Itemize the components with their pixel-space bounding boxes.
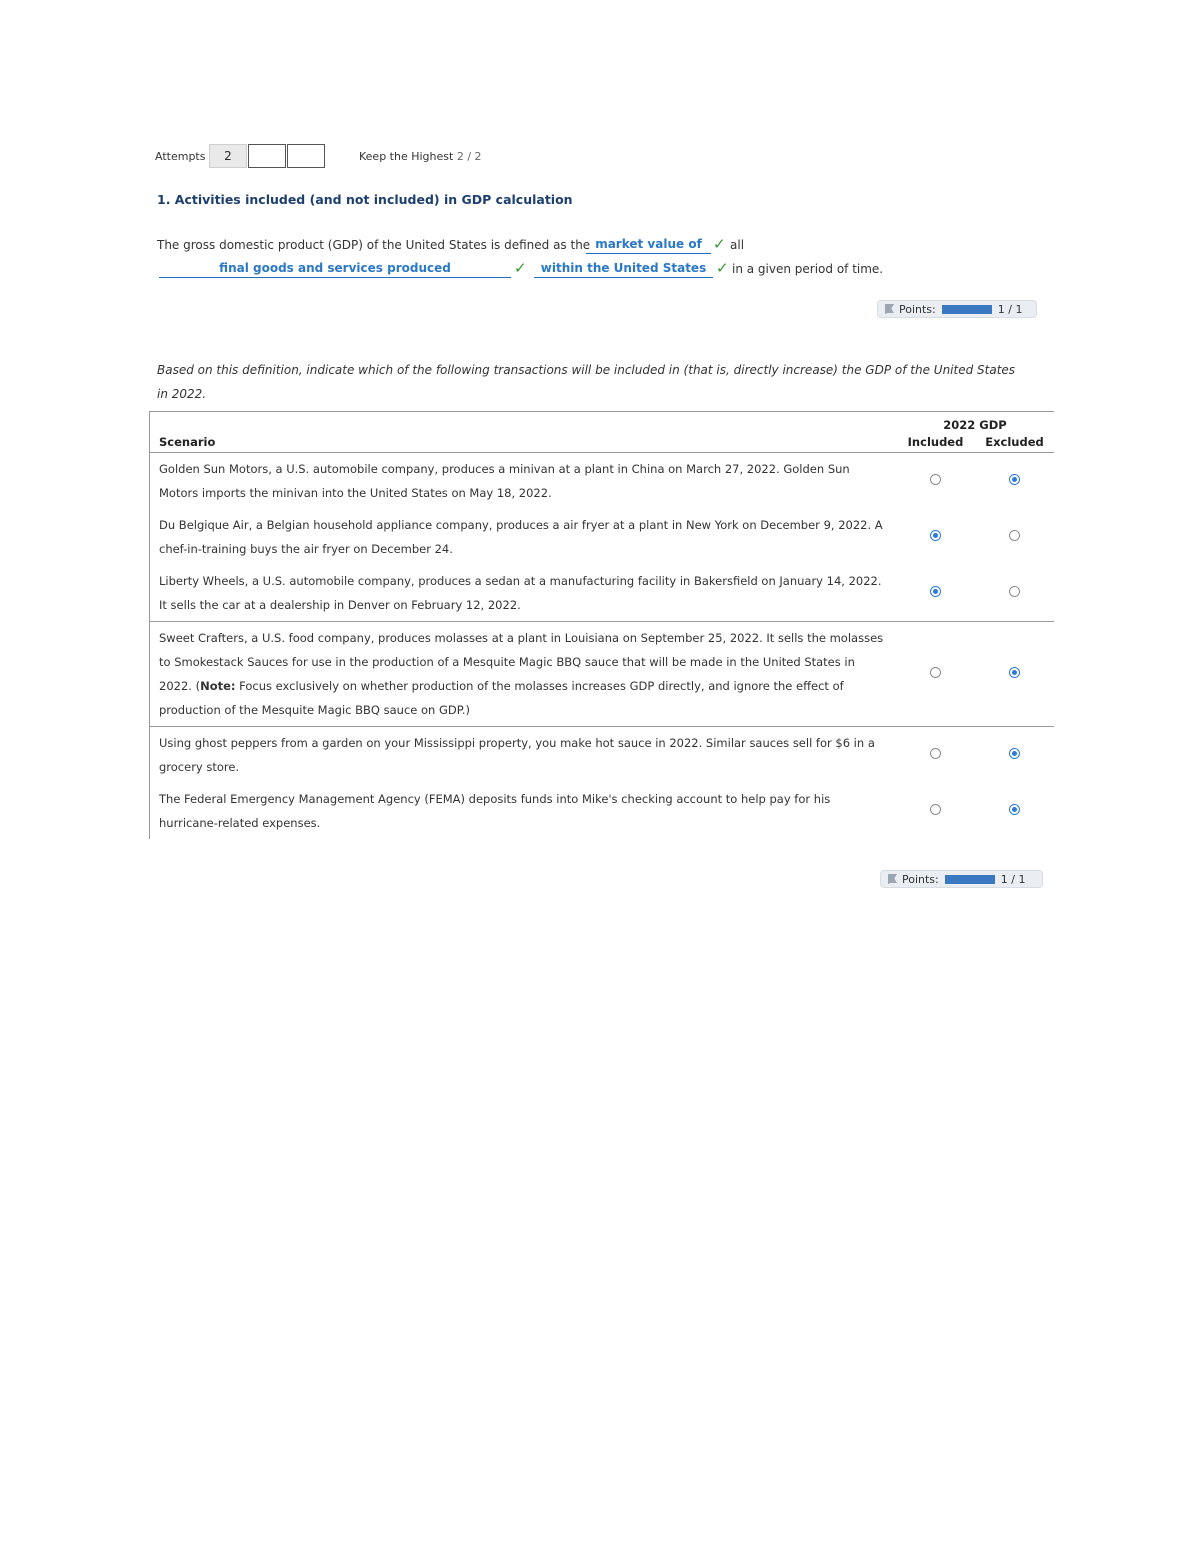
excluded-radio[interactable] (1009, 667, 1020, 678)
attempts-label: Attempts (155, 150, 206, 163)
table-row (150, 727, 1055, 784)
scenario-table (149, 411, 1054, 839)
excluded-cell (975, 453, 1054, 510)
excluded-radio[interactable] (1009, 530, 1020, 541)
definition-text-3: in a given period of time. (732, 262, 884, 276)
blank-final-goods[interactable]: final goods and services produced (159, 261, 511, 278)
flag-icon (885, 304, 894, 314)
col-header-scenario: Scenario (150, 432, 897, 453)
excluded-radio[interactable] (1009, 804, 1020, 815)
excluded-cell (975, 565, 1054, 622)
table-row (150, 622, 1055, 727)
definition-text-2: all (730, 238, 745, 252)
included-cell (896, 727, 975, 784)
included-radio[interactable] (930, 667, 941, 678)
excluded-cell (975, 509, 1054, 565)
definition-text-1: The gross domestic product (GDP) of the United States is defined as the (157, 238, 591, 252)
points-bar (942, 305, 992, 314)
question-title: 1. Activities included (and not included) in GDP calculation (157, 192, 573, 207)
col-header-excluded: Excluded (975, 432, 1054, 453)
scenario-text: Using ghost peppers from a garden on your Mississippi property, you make hot sauce in 2022. Similar sauces sell for $6 in a grocery store. (150, 727, 897, 784)
included-radio[interactable] (930, 748, 941, 759)
excluded-cell (975, 622, 1054, 727)
table-row (150, 565, 1055, 622)
scenario-text: Du Belgique Air, a Belgian household appliance company, produces a air fryer at a plant in New York on December 9, 2022. A chef-in-training buys the air fryer on December 24. (150, 509, 897, 565)
flag-icon (888, 874, 897, 884)
excluded-radio[interactable] (1009, 474, 1020, 485)
keep-highest-text: Keep the Highest (359, 150, 454, 163)
included-cell (896, 509, 975, 565)
points-indicator (877, 300, 1037, 318)
scenario-text-part: Sweet Crafters, a U.S. food company, produces molasses at a plant in Louisiana on September 25, 2022. It sells the molasses to Smokestack Sauces for use in the production of a Mesquite Magic BBQ sauce that will be made in the United States in 2022. ( (159, 631, 884, 693)
scenario-text: The Federal Emergency Management Agency (FEMA) deposits funds into Mike's checking account to help pay for his hurricane-related expenses. (150, 783, 897, 839)
points-label: Points: (899, 302, 936, 316)
attempt-box-3 (287, 144, 325, 168)
included-radio[interactable] (930, 804, 941, 815)
col-header-included: Included (896, 432, 975, 453)
table-row (150, 509, 1055, 565)
attempt-box-1: 2 (209, 144, 247, 168)
excluded-cell (975, 727, 1054, 784)
points-score: 1 / 1 (997, 302, 1023, 316)
blank-within-us[interactable]: within the United States (534, 261, 713, 278)
keep-highest-label (359, 150, 482, 163)
included-cell (896, 783, 975, 839)
check-icon: ✓ (713, 235, 726, 253)
included-radio[interactable] (930, 474, 941, 485)
included-radio[interactable] (930, 586, 941, 597)
instruction-text: Based on this definition, indicate which of the following transactions will be included in (that is, directly increase) the GDP of the United States in 2022. (157, 363, 1016, 401)
keep-highest-score: 2 / 2 (456, 150, 482, 163)
excluded-cell (975, 783, 1054, 839)
included-cell (896, 622, 975, 727)
scenario-text: Golden Sun Motors, a U.S. automobile company, produces a minivan at a plant in China on March 27, 2022. Golden Sun Motors imports the minivan into the United States on May 18, 2022. (150, 453, 897, 510)
included-cell (896, 565, 975, 622)
scenario-text (150, 622, 897, 727)
points-label: Points: (902, 872, 939, 886)
points-score: 1 / 1 (1000, 872, 1026, 886)
included-cell (896, 453, 975, 510)
table-row (150, 783, 1055, 839)
header-spacer (150, 412, 897, 433)
group-header: 2022 GDP (896, 412, 1054, 433)
scenario-text: Liberty Wheels, a U.S. automobile company, produces a sedan at a manufacturing facility in Bakersfield on January 14, 2022. It sells the car at a dealership in Denver on February 12, 2022. (150, 565, 897, 622)
scenario-text-part: Focus exclusively on whether production of the molasses increases GDP directly, and ignore the effect of production of the Mesquite Magic BBQ sauce on GDP.) (159, 679, 844, 717)
included-radio[interactable] (930, 530, 941, 541)
table-row (150, 453, 1055, 510)
blank-market-value[interactable]: market value of (586, 237, 711, 254)
check-icon: ✓ (716, 259, 729, 277)
check-icon: ✓ (514, 259, 527, 277)
excluded-radio[interactable] (1009, 748, 1020, 759)
attempt-box-2 (248, 144, 286, 168)
points-indicator (880, 870, 1043, 888)
points-bar (945, 875, 995, 884)
excluded-radio[interactable] (1009, 586, 1020, 597)
note-label: Note: (200, 679, 236, 693)
